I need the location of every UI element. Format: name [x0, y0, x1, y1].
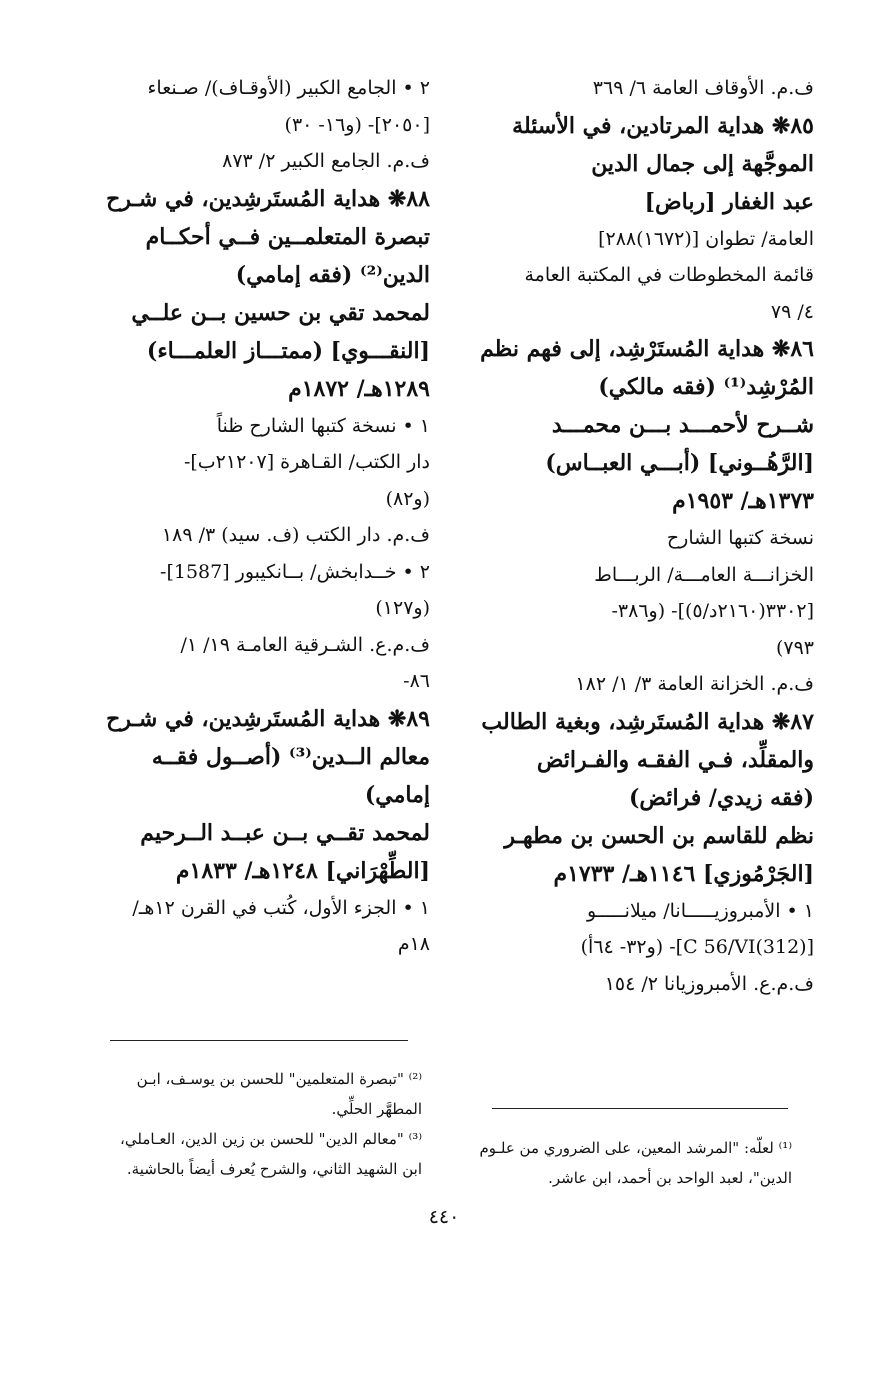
entry-title-line: [الطِّهْرَاني] ١٢٤٨هـ/ ١٨٣٣م [175, 857, 430, 884]
footnote-line: الدين"، لعبد الواحد بن أحمد، ابن عاشر. [548, 1169, 792, 1187]
entry-text-line: ف.م.ع. الشـرقية العامـة ١٩/ ١/ [180, 633, 430, 656]
entry-title-line: والمقلِّد، فـي الفقـه والفـرائض [536, 746, 814, 773]
footnote-line: المطهَّر الحلِّي. [331, 1100, 422, 1118]
entry-title-line: نظم للقاسم بن الحسن بن مطهـر [504, 822, 814, 849]
entry-title-line: ٨٦❋ هداية المُستَرْشِد، إلى فهم نظم [480, 336, 814, 362]
entry-text-line: ٢ • الجامع الكبير (الأوقـاف)/ صـنعاء [147, 77, 430, 99]
footnote-separator-left [110, 1040, 408, 1041]
footnote-separator-right [492, 1108, 788, 1109]
entry-title-line: ١٢٨٩هـ/ ١٨٧٢م [288, 375, 430, 402]
footnote-line: ⁽³⁾ "معالم الدين" للحسن بن زين الدين، العـاملي، [120, 1130, 422, 1148]
entry-title-line: ٨٨❋ هداية المُستَرشِدين، في شـرح [106, 185, 430, 212]
entry-title-line: [الجَرْمُوزي] ١١٤٦هـ/ ١٧٣٣م [553, 860, 814, 887]
entry-title-line: الموجَّهة إلى جمال الدين [591, 150, 814, 177]
entry-text-line: ف.م.ع. الأمبروزيانا ٢/ ١٥٤ [604, 972, 814, 995]
entry-title-line: ١٣٧٣هـ/ ١٩٥٣م [672, 488, 814, 514]
entry-text-line: ف.م. الجامع الكبير ٢/ ٨٧٣ [222, 150, 430, 172]
entry-title-line: ٨٩❋ هداية المُستَرشِدين، في شـرح [106, 705, 430, 732]
entry-title-line: شــرح لأحمـــد بـــن محمـــد [551, 412, 814, 438]
entry-text-line: ٧٩٣) [775, 636, 814, 659]
entry-title-line: إمامي) [364, 781, 430, 808]
entry-text-line: ف.م. دار الكتب (ف. سيد) ٣/ ١٨٩ [161, 524, 430, 546]
entry-title-line: (فقه زيدي/ فرائض) [629, 784, 814, 811]
entry-text-line: ف.م. الأوقاف العامة ٦/ ٣٦٩ [592, 77, 814, 99]
entry-title-line: تبصرة المتعلمــين فــي أحكــام [145, 223, 430, 250]
entry-text-line: ٤/ ٧٩ [770, 300, 814, 323]
entry-text-line: ١٨م [397, 933, 430, 955]
entry-title-line: عبد الغفار [رباض] [644, 188, 814, 215]
entry-title-line: [النقـــوي] (ممتـــاز العلمـــاء) [146, 337, 430, 364]
left-column [78, 70, 430, 963]
entry-text-line: [٢٠٥٠]- (و١٦- ٣٠) [284, 113, 430, 136]
entry-text-line: ٢ • خــدابخش/ بــانكيبور [1587]- [160, 560, 430, 583]
entry-text-line: [C 56/VI(312)]- (و٣٢- ٦٤أ) [580, 936, 814, 958]
footnote-line: ⁽¹⁾ لعلّه: "المرشد المعين، على الضروري من علـوم [479, 1139, 792, 1157]
right-column [462, 70, 814, 1002]
entry-title-line: لمحمد تقــي بــن عبــد الــرحيم [140, 819, 430, 846]
entry-text-line: ف.م. الخزانة العامة ٣/ ١/ ١٨٢ [575, 673, 814, 695]
entry-text-line: ١ • الجزء الأول، كُتب في القرن ١٢هـ/ [132, 896, 430, 919]
entry-text-line: ١ • نسخة كتبها الشارح ظناً [216, 414, 430, 437]
entry-title-line: معالم الــدين⁽³⁾ (أصــول فقــه [151, 743, 430, 770]
entry-title-line: [الرَّهُــوني] (أبـــي العبــاس) [545, 450, 814, 476]
entry-text-line: (و١٢٧) [375, 597, 430, 619]
entry-title-line: ٨٧❋ هداية المُستَرشِد، وبغية الطالب [481, 708, 814, 735]
entry-title-line: الدين⁽²⁾ (فقه إمامي) [235, 261, 430, 288]
footnotes-right [462, 1133, 792, 1193]
entry-text-line: (و٨٢) [385, 487, 430, 510]
footnotes-left [78, 1064, 422, 1184]
footnote-line: ابن الشهيد الثاني، والشرح يُعرف أيضاً بالحاشية. [126, 1160, 422, 1178]
entry-title-line: لمحمد تقي بن حسين بــن علــي [131, 299, 430, 326]
entry-text-line: العامة/ تطوان [(١٦٧٢)٢٨٨] [598, 227, 814, 250]
entry-text-line: ١ • الأمبروزيـــــانا/ ميلانـــــو [587, 899, 814, 922]
footnote-line: ⁽²⁾ "تبصرة المتعلمين" للحسن بن يوسـف، ابـن [136, 1070, 422, 1088]
entry-text-line: الخزانـــة العامـــة/ الربـــاط [594, 563, 814, 586]
entry-text-line: قائمة المخطوطات في المكتبة العامة [524, 264, 814, 286]
entry-text-line: نسخة كتبها الشارح [666, 527, 814, 549]
entry-text-line: ٨٦- [403, 670, 430, 692]
entry-title-line: المُرْشِد⁽¹⁾ (فقه مالكي) [598, 374, 814, 400]
entry-text-line: [٣٣٠٢(٢١٦٠د/٥)]- (و٣٨٦- [611, 600, 814, 622]
entry-title-line: ٨٥❋ هداية المرتادين، في الأسئلة [512, 112, 814, 139]
entry-text-line: دار الكتب/ القـاهرة [٢١٢٠٧ب]- [183, 451, 430, 473]
page-number: ٤٤٠ [428, 1206, 460, 1228]
